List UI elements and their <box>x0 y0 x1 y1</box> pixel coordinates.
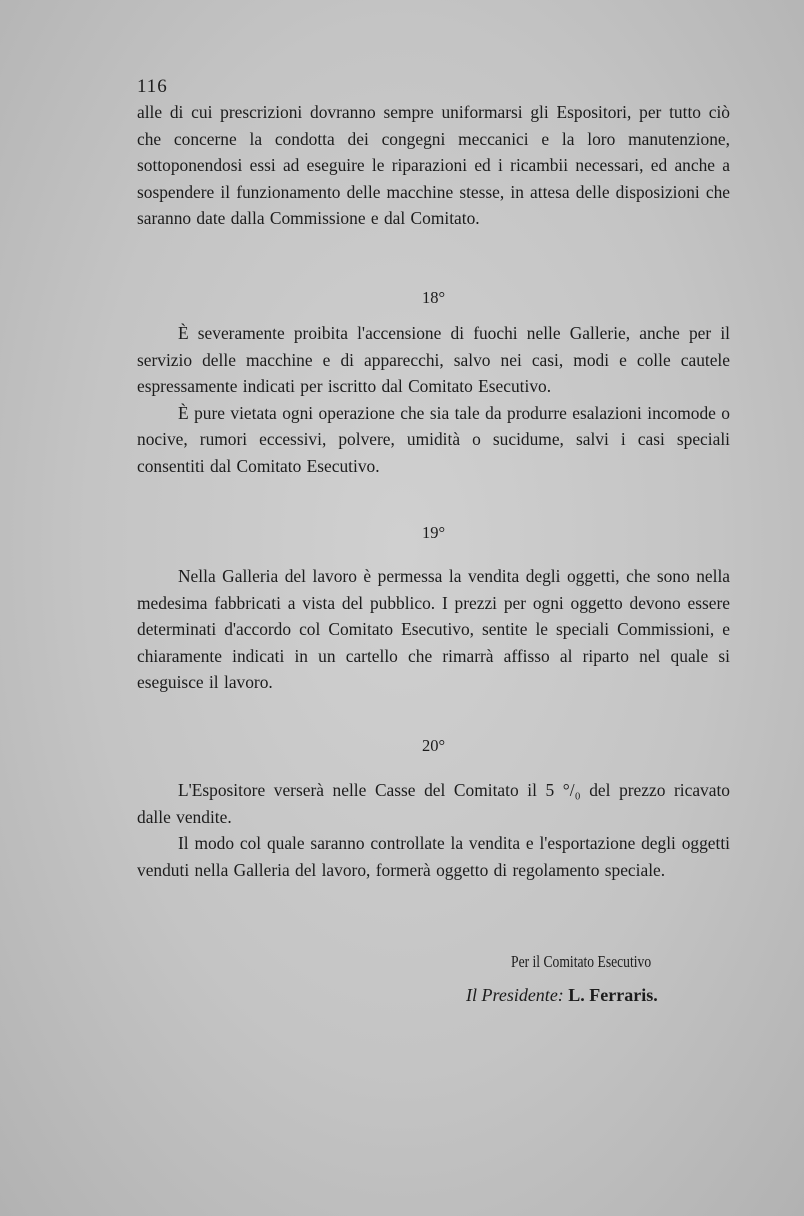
page-number: 116 <box>137 76 168 97</box>
section-heading-19: 19° <box>421 523 446 542</box>
paragraph: È pure vietata ogni operazione che sia tale da produrre esalazioni incomode o nocive, rumori eccessivi, polvere, umidità o sucidume, salvi i casi speciali consentiti dal Comitato Esecutivo. <box>137 402 730 476</box>
paragraph: Nella Galleria del lavoro è permessa la vendita degli oggetti, che sono nella medesima fabbricati a vista del pubblico. I prezzi per ogni oggetto devono essere determinati d'accordo col Comitato Esecutivo, sentite le speciali Commissioni, e chiaramente indicati in un cartello che rimarrà affisso al riparto nel quale si eseguisce il lavoro. <box>137 566 730 693</box>
section-body-18 <box>137 320 730 480</box>
president-name: L. Ferraris. <box>568 985 658 1005</box>
signature-committee: Per il Comitato Esecutivo <box>511 952 652 971</box>
signature-president <box>466 985 658 1006</box>
paragraph: alle di cui prescrizioni dovranno sempre uniformarsi gli Espositori, per tutto ciò che concerne la condotta dei congegni meccanici e la loro manutenzione, sottoponendosi essi ad eseguire le riparazioni ed i ricambii necessari, ed anche a sospendere il funzionamento delle macchine stesse, in attesa delle disposizioni che saranno date dalla Commissione e dal Comitato. <box>137 102 730 229</box>
section-heading-18: 18° <box>421 288 446 307</box>
paragraph: L'Espositore verserà nelle Casse del Comitato il 5 °/₀ del prezzo ricavato dalle vendite. <box>137 780 730 827</box>
section-body-20 <box>137 777 730 883</box>
paragraph: Il modo col quale saranno controllate la vendita e l'esportazione degli oggetti venduti nella Galleria del lavoro, formerà oggetto di regolamento speciale. <box>137 833 730 880</box>
president-title: Il Presidente: <box>466 985 564 1005</box>
intro-paragraph <box>137 99 730 232</box>
section-heading-20: 20° <box>421 736 446 755</box>
section-body-19 <box>137 563 730 696</box>
paragraph: È severamente proibita l'accensione di fuochi nelle Gallerie, anche per il servizio delle macchine e di apparecchi, salvo nei casi, modi e colle cautele espressamente indicati per iscritto dal Comitato Esecutivo. <box>137 323 730 397</box>
